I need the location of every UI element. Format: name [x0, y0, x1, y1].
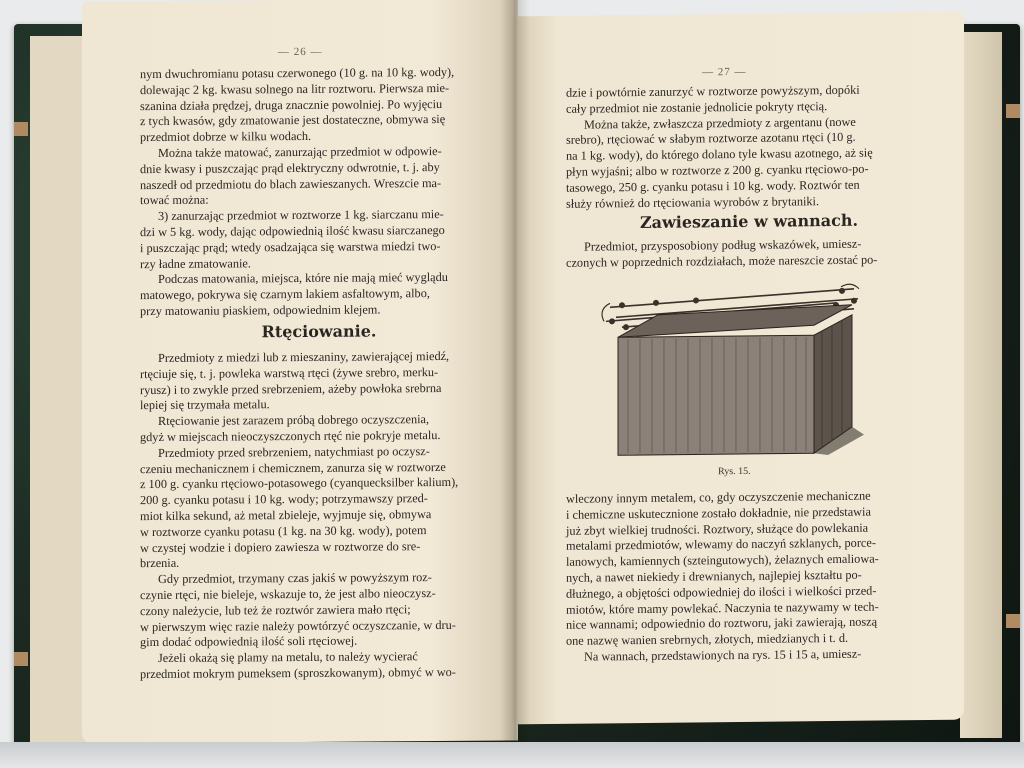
text-line: one nazwę wanien srebrnych, złotych, miedzianych i t. d. [566, 631, 849, 648]
text-line: Rtęciowanie jest zarazem próbą dobrego oczyszczenia, [158, 412, 430, 429]
table-surface [0, 742, 1024, 768]
text-line: czynie rtęci, nie bieleje, wskazuje to, że jest albo nieoczysz- [140, 586, 436, 603]
text-line: gdyż w miejscach nieoczyszczonych rtęć nie pokryje metalu. [140, 428, 441, 445]
text-line: metalami przedmiotów, wlewamy do naczyń szklanych, porce- [566, 535, 876, 554]
text-line: Jeżeli okażą się plamy na metalu, to należy wycierać [158, 649, 418, 666]
page-number: — 27 — [702, 65, 747, 79]
left-page-bottom-text [140, 349, 498, 683]
text-line: służy również do rtęciowania wyrobów z brytaniki. [566, 193, 820, 211]
text-line: miotów, które mamy powlekać. Naczynia te nazywamy w tech- [566, 599, 879, 617]
left-page-top-text [140, 65, 498, 320]
text-line: na 1 kg. wody), do którego dolano tyle kwasu azotnego, aż się [566, 145, 873, 163]
text-line: dolewając 2 kg. kwasu solnego na litr roztworu. Pierwsza mie- [140, 80, 450, 97]
text-line: już zbyt wielkiej trudności. Roztwory, służące do powlekania [566, 520, 869, 538]
text-line: brzenia. [140, 556, 180, 571]
text-line: Przedmiot, przysposobiony podług wskazówek, umiesz- [584, 236, 862, 254]
text-line: czony należycie, lub też że roztwór zawiera mało rtęci; [140, 601, 411, 618]
text-line: czeniu mechanicznem i chemicznem, zanurza się w roztworze [140, 459, 446, 476]
text-line: czonych w poprzednich rozdziałach, może nareszcie zostać po- [566, 252, 878, 270]
cover-corner-top-right [1006, 104, 1020, 118]
text-line: nym dwuchromianu potasu czerwonego (10 g. na 10 kg. wody), [140, 64, 455, 82]
text-line: płyn wyjaśni; albo w roztworze z 200 g. cyanku rtęciowo-po- [566, 161, 869, 179]
left-page [82, 0, 518, 744]
text-line: srebro), rtęciować w słabym roztworze azotanu rtęci (10 g. [566, 130, 856, 148]
text-line: i puszczając prąd; wtedy osadzająca się warstwa miedzi two- [140, 238, 441, 255]
text-line: szanina działa prędzej, druga znacznie powolniej. Po wyjęciu [140, 96, 443, 113]
text-line: Gdy przedmiot, trzymany czas jakiś w powyższym roz- [158, 570, 432, 587]
cover-corner-bottom-right [1006, 614, 1020, 628]
tank-illustration [596, 275, 864, 458]
text-line: matowego, pokrywa się czarnym lakiem asfaltowym, albo, [140, 286, 430, 303]
text-line: gim dodać odpowiednią ilość soli rtęciowej. [140, 633, 358, 650]
text-line: ryusz) i to zwykle przed srebrzeniem, ażeby powłoka srebrna [140, 380, 442, 397]
text-line: Można także, zwłaszcza przedmioty z argentanu (nowe [584, 114, 856, 132]
text-line: z 100 g. cyanku rtęciowo-potasowego (cyanquecksilber kalium), [140, 475, 459, 492]
text-line: w roztworze cyanku potasu (1 kg. na 30 kg. wody), potem [140, 522, 427, 539]
text-line: nice wannami; odpowiednio do roztworu, jaki zawierają, noszą [566, 614, 878, 633]
text-line: miot kilka sekund, aż metal zbieleje, wyjmuje się, obmywa [140, 507, 432, 524]
cover-corner-top-left [14, 122, 28, 136]
text-line: 3) zanurzając przedmiot w roztworze 1 kg. siarczanu mie- [158, 207, 444, 224]
text-line: dłużnego, a objętości odpowiedniej do ilości i wielkości przed- [566, 583, 877, 601]
text-line: naszedł od przedmiotu do blach zawieszanych. Wreszcie ma- [140, 175, 442, 192]
text-line: lepiej się trzymała metalu. [140, 397, 270, 413]
section-heading: Rtęciowanie. [261, 321, 377, 342]
text-line: przedmiot mokrym pumeksem (sproszkowanym), obmyć w wo- [140, 664, 456, 682]
text-line: Podczas matowania, miejsca, które nie mają mieć wyglądu [158, 270, 448, 287]
text-line: wleczony innym metalem, co, gdy oczyszczenie mechaniczne [566, 488, 871, 506]
text-line: przy matowaniu piaskiem, odpowiednim klejem. [140, 302, 381, 319]
page-number: — 26 — [278, 45, 323, 59]
text-line: rzy ładne zmatowanie. [140, 255, 251, 271]
text-line: tować można: [140, 193, 209, 208]
cover-corner-bottom-left [14, 652, 28, 666]
text-line: dnie kwasy i puszczając prąd elektryczny odwrotnie, t. j. aby [140, 159, 440, 176]
section-heading: Zawieszanie w wannach. [639, 210, 859, 233]
right-page-top-text [566, 82, 932, 212]
text-line: 200 g. cyanku potasu i 10 kg. wody; potrzymawszy przed- [140, 491, 428, 508]
text-line: nych, a nawet niekiedy i drewnianych, najlepiej kształtu po- [566, 567, 862, 585]
text-line: z tych kwasów, gdy zmatowanie jest dostateczne, obmywa się [140, 112, 446, 129]
text-line: przedmiot dobrze w kilku wodach. [140, 129, 312, 145]
text-line: Przedmioty z miedzi lub z mieszaniny, zawierającej miedź, [158, 348, 450, 365]
text-line: dzi w 5 kg. wody, dając odpowiednią ilość kwasu siarczanego [140, 222, 445, 240]
text-line: dzie i powtórnie zanurzyć w roztworze powyższym, dopóki [566, 82, 860, 100]
right-page-intro-text [566, 236, 932, 271]
right-page [512, 12, 964, 725]
text-line: Przedmioty przed srebrzeniem, natychmiast po oczysz- [158, 443, 430, 460]
text-line: i chemiczne uskutecznione zostało dokładnie, nie przedstawia [566, 504, 871, 522]
right-page-bottom-text [566, 488, 932, 666]
text-line: w pierwszym więc razie należy powtórzyć oczyszczanie, w dru- [140, 617, 456, 634]
text-line: Można także matować, zanurzając przedmiot w odpowie- [158, 143, 442, 160]
text-line: tasowego, 250 g. cyanku potasu i 10 kg. wody. Roztwór ten [566, 177, 860, 195]
text-line: cały przedmiot nie zostanie jednolicie pokryty rtęcią. [566, 98, 828, 116]
text-line: rtęciuje się, t. j. powleka warstwą rtęci (żywe srebro, merku- [140, 364, 439, 381]
text-line: w czystej wodzie i dopiero zawiesza w roztworze do sre- [140, 538, 421, 555]
text-line: lanowych, kamiennych (szteingutowych), żelaznych emaliowa- [566, 551, 879, 569]
figure-caption: Rys. 15. [718, 465, 751, 478]
right-page-edges [960, 32, 1002, 738]
text-line: Na wannach, przedstawionych na rys. 15 i 15 a, umiesz- [584, 646, 862, 664]
